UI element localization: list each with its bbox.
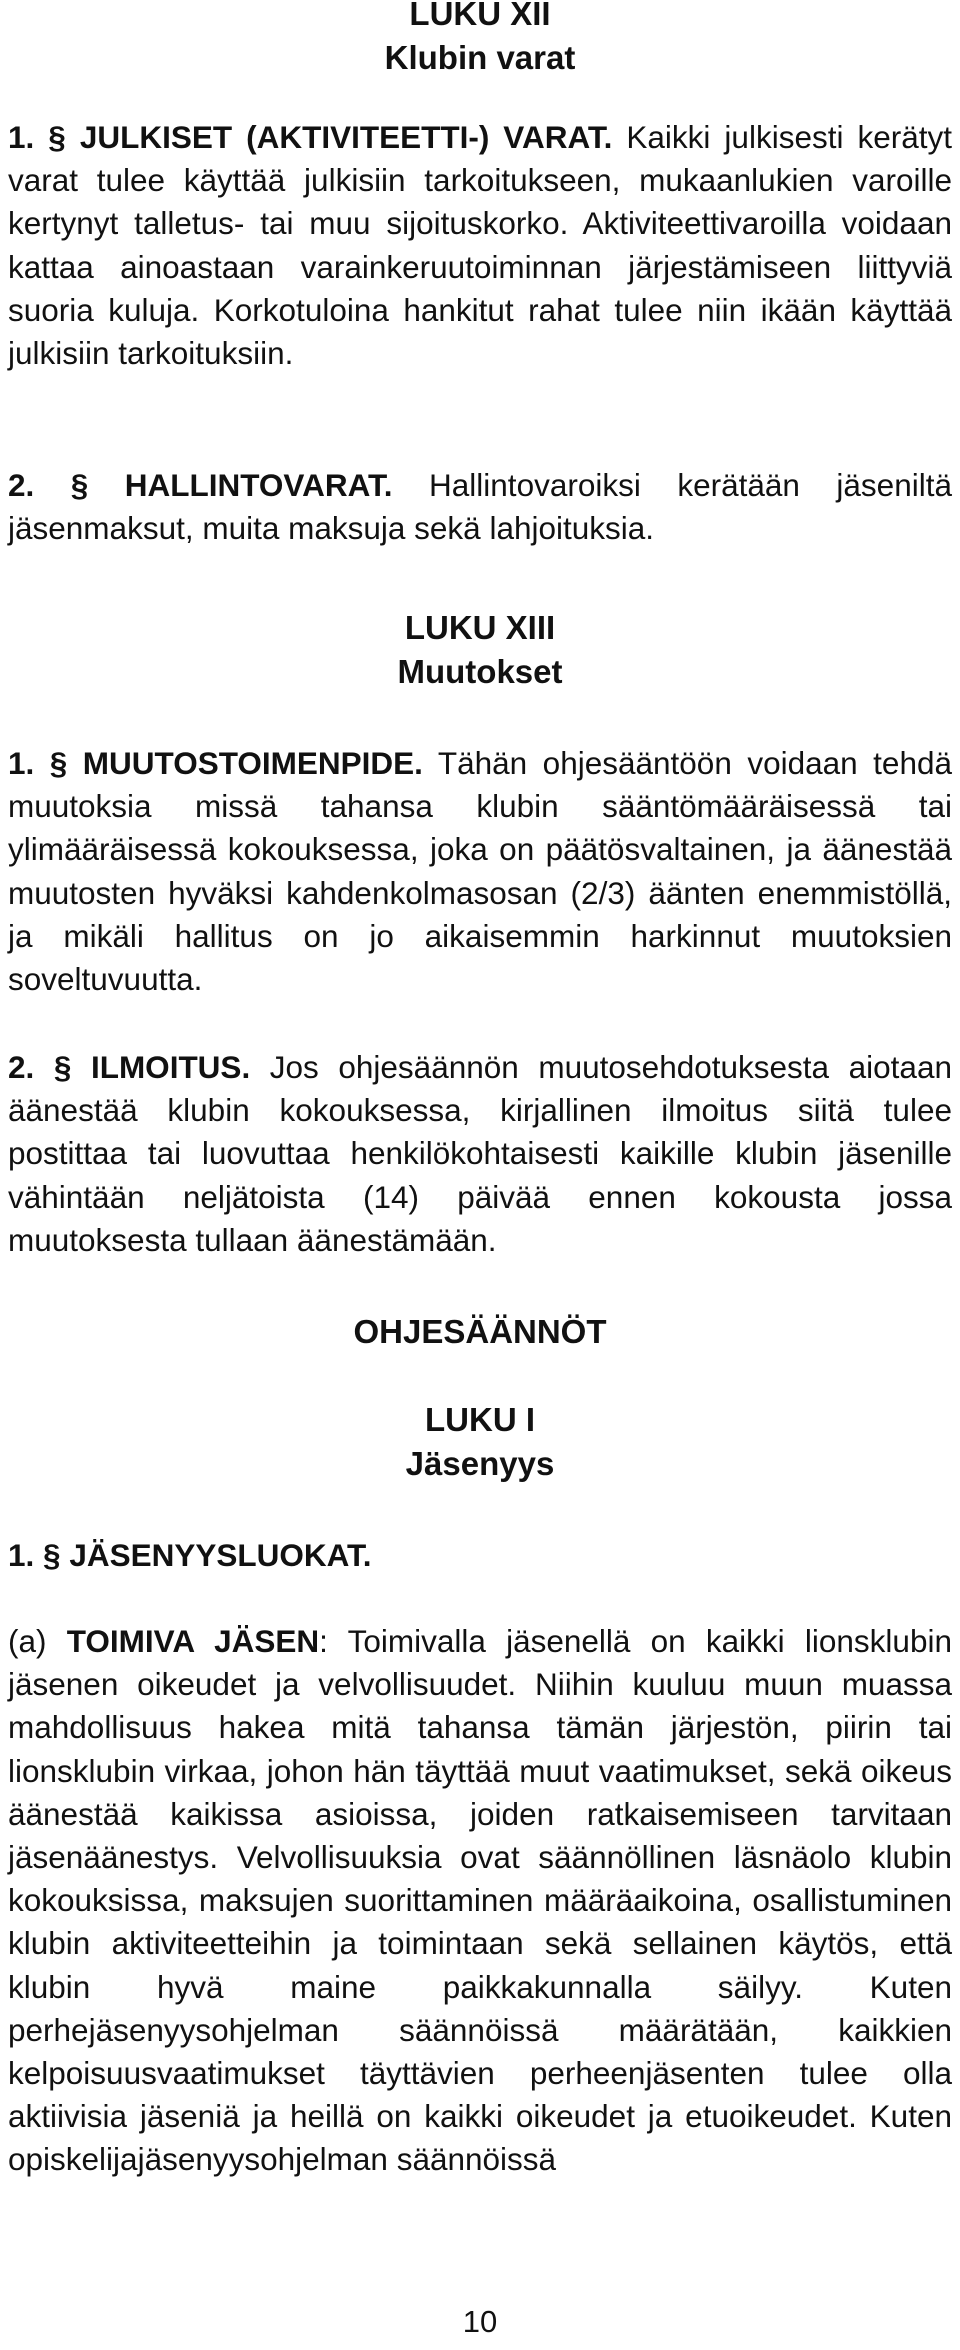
section-ilmoitus bbox=[8, 1046, 952, 1262]
section-heading: ILMOITUS. bbox=[90, 1049, 251, 1085]
section-heading: MUUTOSTOIMENPIDE. bbox=[82, 745, 423, 781]
section-number: 1. § bbox=[8, 1537, 61, 1573]
section-heading: JÄSENYYSLUOKAT. bbox=[69, 1537, 372, 1573]
section-heading: HALLINTOVARAT. bbox=[124, 467, 393, 503]
section-heading: JULKISET (AKTIVITEETTI-) VARAT. bbox=[79, 119, 613, 155]
section-number: 1. § bbox=[8, 119, 66, 155]
chapter-number: LUKU XIII bbox=[404, 609, 556, 646]
section-julkiset-varat bbox=[8, 116, 952, 375]
subsection-label: (a) bbox=[8, 1623, 47, 1659]
section-text: Tähän ohjesääntöön voidaan tehdä muutoksia missä tahansa klubin sääntömääräisessä tai ylimääräisessä kokouksessa, joka on päätösvaltainen, ja äänestää muutosten hyväksi kahdenkolmasosan (2/3) äänten enemmistöllä, ja mikäli hallitus on jo aikaisemmin harkinnut muutoksien soveltuvuutta. bbox=[8, 745, 952, 998]
chapter-title: Muutokset bbox=[397, 653, 563, 690]
page-number: 10 bbox=[462, 2304, 498, 2339]
chapter-heading-luku-xiii bbox=[0, 606, 960, 694]
chapter-title: Klubin varat bbox=[384, 39, 576, 76]
section-number: 2. § bbox=[8, 467, 89, 503]
chapter-number: LUKU I bbox=[425, 1401, 535, 1438]
section-jasenyysluokat bbox=[8, 1534, 952, 1577]
section-text: Jos ohjesäännön muutosehdotuksesta aiotaan äänestää klubin kokouksessa, kirjallinen ilmoitus siitä tulee postittaa tai luovuttaa henkilökohtaisesti kaikille klubin jäsenille vähintään neljätoista (14) päivää ennen kokousta jossa muutoksesta tullaan äänestämään. bbox=[8, 1049, 952, 1258]
subsection-toimiva-jasen bbox=[8, 1620, 952, 2182]
section-hallintovarat bbox=[8, 464, 952, 550]
chapter-heading-luku-i bbox=[0, 1398, 960, 1486]
subsection-heading: TOIMIVA JÄSEN bbox=[66, 1623, 320, 1659]
chapter-heading-luku-xii bbox=[0, 0, 960, 80]
section-text: Kaikki julkisesti kerätyt varat tulee käyttää julkisiin tarkoitukseen, mukaanlukien varoille kertynyt talletus- tai muu sijoituskorko. Aktiviteettivaroilla voidaan kattaa ainoastaan varainkeruutoiminnan järjestämiseen liittyviä suoria kuluja. Korkotuloina hankitut rahat tulee niin ikään käyttää julkisiin tarkoituksiin. bbox=[8, 119, 952, 372]
ohjesaannot-heading bbox=[0, 1310, 960, 1354]
chapter-number: LUKU XII bbox=[409, 0, 551, 32]
main-title: OHJESÄÄNNÖT bbox=[353, 1313, 607, 1350]
subsection-text: : Toimivalla jäsenellä on kaikki lionsklubin jäsenen oikeudet ja velvollisuudet. Niihin kuuluu muun muassa mahdollisuus hakea mitä tahansa tämän järjestön, piirin tai lionsklubin virkaa, johon hän täyttää muut vaatimukset, sekä oikeus äänestää kaikissa asioissa, joiden ratkaisemiseen tarvitaan jäsenäänestys. Velvollisuuksia ovat säännöllinen läsnäolo klubin kokouksissa, maksujen suorittaminen määräaikoina, osallistuminen klubin aktiviteetteihin ja toimintaan sekä sellainen käytös, että klubin hyvä maine paikkakunnalla säilyy. Kuten perhejäsenyysohjelman säännöissä määrätään, kaikkien kelpoisuusvaatimukset täyttävien perheenjäsenten tulee olla aktiivisia jäseniä ja heillä on kaikki oikeudet ja etuoikeudet. Kuten opiskelijajäsenyysohjelman säännöissä bbox=[8, 1623, 952, 2178]
section-text: Hallintovaroiksi kerätään jäseniltä jäsenmaksut, muita maksuja sekä lahjoituksia. bbox=[8, 467, 952, 547]
section-number: 1. § bbox=[8, 745, 68, 781]
chapter-title: Jäsenyys bbox=[405, 1445, 555, 1482]
section-muutostoimenpide bbox=[8, 742, 952, 1001]
section-number: 2. § bbox=[8, 1049, 72, 1085]
